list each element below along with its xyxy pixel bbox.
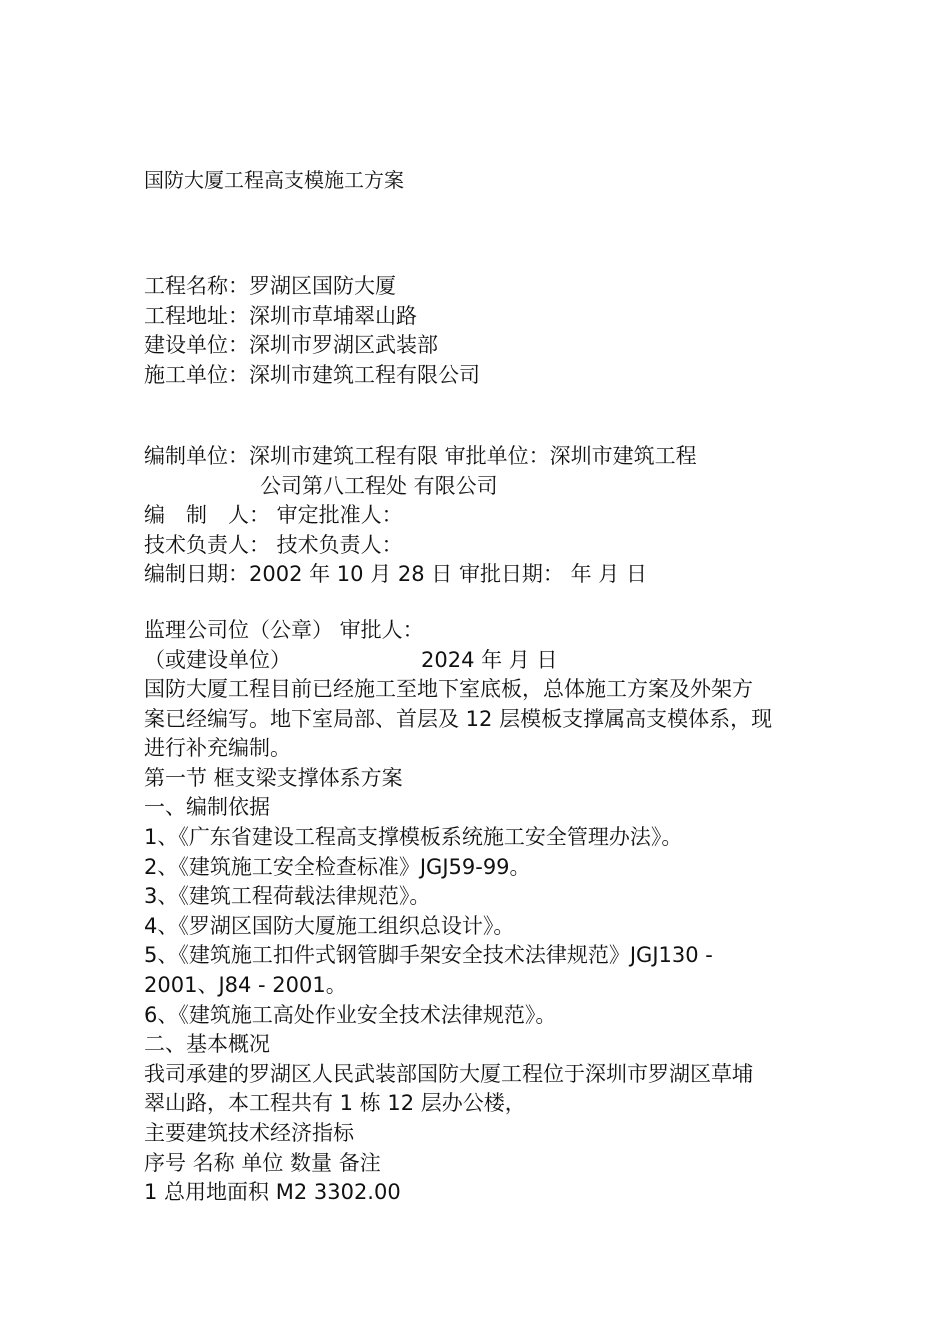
prep-unit-line: 编制单位：深圳市建筑工程有限 审批单位：深圳市建筑工程 xyxy=(144,444,697,468)
preparer-label-char-1: 编 xyxy=(144,503,165,528)
reference-item: 5、《建筑施工扣件式钢管脚手架安全技术法律规范》JGJ130 - xyxy=(144,943,713,968)
body-line: 我司承建的罗湖区人民武装部国防大厦工程位于深圳市罗湖区草埔 xyxy=(144,1061,753,1086)
project-name-line: 工程名称：罗湖区国防大厦 xyxy=(144,274,396,298)
table-row: 1 总用地面积 M2 3302.00 xyxy=(144,1180,401,1205)
reference-item: 4、《罗湖区国防大厦施工组织总设计》。 xyxy=(144,913,515,938)
reference-item: 1、《广东省建设工程高支撑模板系统施工安全管理办法》。 xyxy=(144,824,683,849)
approval-date: 2024 年 月 日 xyxy=(421,647,558,672)
subsection-heading: 二、基本概况 xyxy=(144,1032,270,1057)
prep-unit-continued-line: 公司第八工程处 有限公司 xyxy=(260,473,498,498)
reference-item: 2、《建筑施工安全检查标准》JGJ59-99。 xyxy=(144,854,531,879)
body-line: 国防大厦工程目前已经施工至地下室底板，总体施工方案及外架方 xyxy=(144,677,753,701)
table-header-row: 序号 名称 单位 数量 备注 xyxy=(144,1150,381,1175)
table-caption: 主要建筑技术经济指标 xyxy=(144,1120,354,1145)
tech-lead-line: 技术负责人： 技术负责人： xyxy=(144,532,403,557)
preparer-line xyxy=(144,501,697,531)
body-line: 案已经编写。地下室局部、首层及 12 层模板支撑属高支模体系，现 xyxy=(144,706,773,731)
preparer-label-rest: 人： 审定批准人： xyxy=(228,503,403,528)
supervision-line: 监理公司位（公章） 审批人： xyxy=(144,618,424,642)
preparation-info xyxy=(144,442,697,590)
reference-item-continued: 2001、J84 - 2001。 xyxy=(144,972,347,997)
document-body xyxy=(144,675,772,1208)
contractor-unit-line: 施工单位：深圳市建筑工程有限公司 xyxy=(144,362,480,387)
owner-unit-line: 建设单位：深圳市罗湖区武装部 xyxy=(144,333,438,358)
reference-item: 6、《建筑施工高处作业安全技术法律规范》。 xyxy=(144,1002,557,1027)
project-info xyxy=(144,272,480,390)
or-owner-unit: （或建设单位） xyxy=(144,647,291,672)
reference-item: 3、《建筑工程荷载法律规范》。 xyxy=(144,884,431,909)
supervision-date-line xyxy=(144,646,557,676)
body-line: 翠山路，本工程共有 1 栋 12 层办公楼， xyxy=(144,1091,526,1116)
prep-date-line: 编制日期：2002 年 10 月 28 日 审批日期： 年 月 日 xyxy=(144,562,647,587)
subsection-heading: 一、编制依据 xyxy=(144,795,270,820)
project-address-line: 工程地址：深圳市草埔翠山路 xyxy=(144,303,417,328)
preparer-label-char-2: 制 xyxy=(186,503,207,528)
section-heading: 第一节 框支梁支撑体系方案 xyxy=(144,765,403,790)
document-title: 国防大厦工程高支模施工方案 xyxy=(144,168,404,192)
supervision-info xyxy=(144,616,557,675)
body-line: 进行补充编制。 xyxy=(144,736,291,761)
